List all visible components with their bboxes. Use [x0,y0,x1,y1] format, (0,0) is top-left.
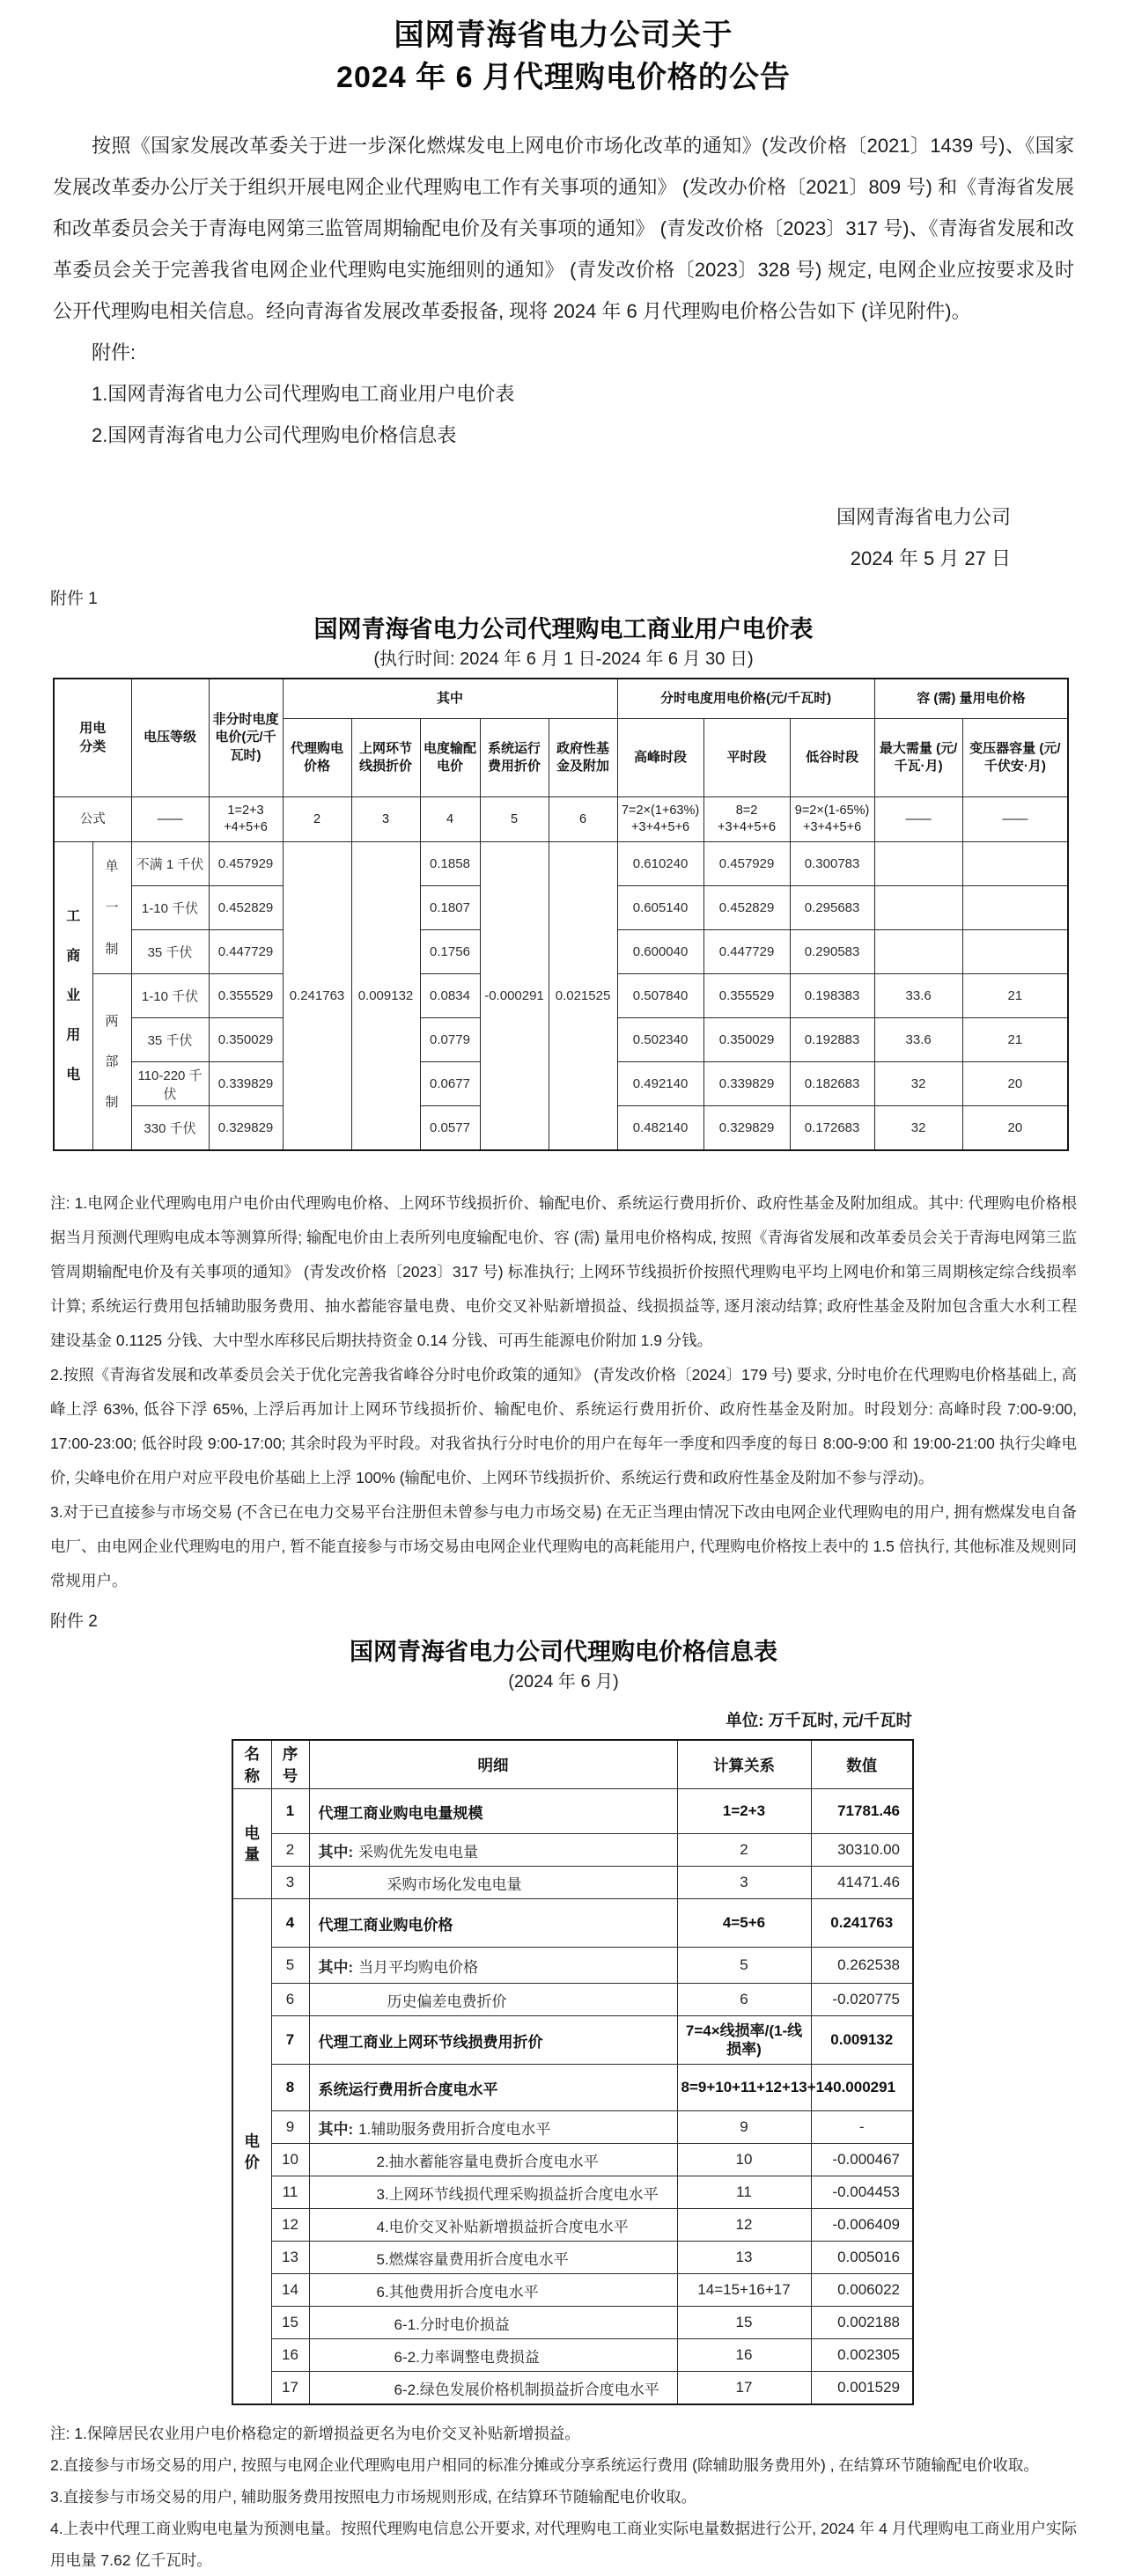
table-row [232,2209,913,2242]
formula-peak: 7=2×(1+63%) +3+4+5+6 [617,797,703,842]
cell-voltage: 1-10 千伏 [131,974,209,1018]
cell-gov-fund: 0.021525 [549,842,617,1151]
cell-no: 10 [271,2144,309,2176]
cell-transformer [962,886,1068,930]
cell-relation: 2 [677,1834,811,1867]
header-among-group: 其中 [283,679,617,719]
cell-peak: 0.605140 [617,886,703,930]
cell-detail: 4.电价交叉补贴新增损益折合度电水平 [309,2209,677,2242]
formula-col6: 6 [549,797,617,842]
cell-detail: 采购市场化发电电量 [309,1867,677,1899]
page-title-line2: 2024 年 6 月代理购电价格的公告 [336,61,791,94]
table-row [232,1867,913,1899]
cell-detail: 6-1.分时电价损益 [309,2307,677,2339]
cell-flat-tou: 0.339829 [703,1062,790,1106]
cell-demand [874,842,962,886]
cell-detail [309,1948,677,1984]
cell-no: 9 [271,2111,309,2144]
cell-relation: 17 [677,2372,811,2405]
cell-line-loss: 0.009132 [351,842,420,1151]
cell-transformer: 21 [962,974,1068,1018]
cell-flat: 0.355529 [209,974,283,1018]
annex2-note-4: 4.上表中代理工商业购电电量为预测电量。按照代理购电信息公开要求, 对代理购电工商业实际电量数据进行公开, 2024 年 4 月代理购电工商业用户实际用电量 7.62 亿千瓦时。 [50,2520,1077,2569]
cell-distribution: 0.1858 [420,842,480,886]
formula-demand: —— [874,797,962,842]
cell-value: -0.020775 [811,1984,913,2016]
cell-agency-price: 0.241763 [283,842,351,1151]
system-one-label: 单 一 制 [105,859,119,957]
header-capacity-group: 容 (需) 量用电价格 [874,679,1068,719]
table-row [232,2016,913,2065]
cell-relation: 1=2+3 [677,1789,811,1834]
table-row [54,842,1068,886]
cell-detail: 2.抽水蓄能容量电费折合度电水平 [309,2144,677,2176]
formula-row [54,797,1068,842]
cell-no: 5 [271,1948,309,1984]
attachment-item-1: 1.国网青海省电力公司代理购电工商业用户电价表 [92,383,515,405]
cell-detail [309,2111,677,2144]
cell-value: 71781.46 [811,1789,913,1834]
cell-value: -0.006409 [811,2209,913,2242]
formula-col5: 5 [480,797,549,842]
cell-flat-tou: 0.350029 [703,1018,790,1062]
cell-peak: 0.482140 [617,1106,703,1151]
formula-col3: 3 [351,797,420,842]
table-row [232,2339,913,2372]
cell-relation: 7=4×线损率/(1-线损率) [677,2016,811,2065]
cell-valley: 0.300783 [790,842,874,886]
header-flat-period: 平时段 [703,719,790,797]
cell-demand: 32 [874,1062,962,1106]
cell-value: 0.006022 [811,2274,913,2307]
formula-col4: 4 [420,797,480,842]
cell-no: 11 [271,2176,309,2209]
cell-relation: 10 [677,2144,811,2176]
header-gov-fund: 政府性基金及附加 [549,719,617,797]
cell-relation: 8=9+10+11+12+13+14 [677,2065,811,2111]
cell-flat: 0.457929 [209,842,283,886]
cell-flat: 0.350029 [209,1018,283,1062]
among-prefix: 其中: [318,2120,354,2138]
system-two-label: 两 部 制 [105,1013,119,1110]
formula-flat-tou: 8=2 +3+4+5+6 [703,797,790,842]
header-relation: 计算关系 [677,1740,811,1789]
cell-flat-tou: 0.447729 [703,930,790,974]
formula-flat: 1=2+3 +4+5+6 [209,797,283,842]
cell-value: -0.000467 [811,2144,913,2176]
signature-block [0,496,1127,579]
cell-demand [874,886,962,930]
detail-text: 1.辅助服务费用折合度电水平 [358,2120,551,2138]
attachments-list [53,332,1074,456]
cell-no: 15 [271,2307,309,2339]
header-detail: 明细 [309,1740,677,1789]
cell-no: 2 [271,1834,309,1867]
system-two-cell [92,974,131,1151]
cell-relation: 15 [677,2307,811,2339]
table-row [232,1789,913,1834]
annex2-notes [50,2418,1077,2576]
cell-no: 12 [271,2209,309,2242]
annex1-notes [50,1186,1077,1598]
annex2-label: 附件 2 [50,1612,98,1631]
table-row [232,2274,913,2307]
cell-relation: 9 [677,2111,811,2144]
cell-detail: 代理工商业购电价格 [309,1899,677,1948]
cell-value: 0.005016 [811,2242,913,2274]
cell-value: 0.001529 [811,2372,913,2405]
cell-detail: 历史偏差电费折价 [309,1984,677,2016]
cell-flat: 0.329829 [209,1106,283,1151]
cell-value: 0.002305 [811,2339,913,2372]
cell-transformer [962,930,1068,974]
cell-distribution: 0.0677 [420,1062,480,1106]
group-energy-cell [232,1789,271,1899]
annex2-note-2: 2.直接参与市场交易的用户, 按照与电网企业代理购电用户相同的标准分摊或分享系统运行费用 (除辅助服务费用外) , 在结算环节随输配电价收取。 [50,2456,1039,2474]
cell-demand [874,930,962,974]
cell-flat: 0.339829 [209,1062,283,1106]
annex1-note-3: 3.对于已直接参与市场交易 (不含已在电力交易平台注册但未曾参与电力市场交易) 在无正当理由情况下改由电网企业代理购电的用户, 拥有燃煤发电自备电厂、由电网企业代理购电的用户, 暂不能直接参与市场交易由电网企业代理购电的高耗能用户, 代理购电价格按上表中的 1.5 倍执行, 其他标准及规则同常规用户。 [50,1503,1077,1589]
cell-demand: 33.6 [874,974,962,1018]
cell-detail: 代理工商业购电电量规模 [309,1789,677,1834]
group-price-label: 电 价 [244,2132,260,2171]
signer-name: 国网青海省电力公司 [836,506,1011,528]
cell-relation: 4=5+6 [677,1899,811,1948]
system-one-cell [92,842,131,974]
cell-voltage: 330 千伏 [131,1106,209,1151]
annex1-note-2: 2.按照《青海省发展和改革委员会关于优化完善我省峰谷分时电价政策的通知》 (青发改价格〔2024〕179 号) 要求, 分时电价在代理购电价格基础上, 高峰上浮 63%, 低谷下浮 65%, 上浮后再加计上网环节线损折价、输配电价、系统运行费用折价、政府性基金及附加。时段划分: 高峰时段 7:00-9:00, 17:00-23:00; 低谷时段 9:00-17:00; 其余时段为平时段。对我省执行分时电价的用户在每年一季度和四季度的每日 8:00-9:00 和 19:00-21:00 执行尖峰电价, 尖峰电价在用户对应平段电价基础上上浮 100% (输配电价、上网环节线损折价、系统运行费和政府性基金及附加不参与浮动)。 [50,1366,1077,1486]
cell-system-run: -0.000291 [480,842,549,1151]
cell-voltage: 不满 1 千伏 [131,842,209,886]
cell-detail [309,1834,677,1867]
cell-voltage: 35 千伏 [131,1018,209,1062]
table-row [232,2372,913,2405]
cell-detail: 6-2.力率调整电费损益 [309,2339,677,2372]
cell-flat-tou: 0.355529 [703,974,790,1018]
cell-peak: 0.600040 [617,930,703,974]
cell-relation: 5 [677,1948,811,1984]
cell-relation: 14=15+16+17 [677,2274,811,2307]
cell-distribution: 0.0577 [420,1106,480,1151]
cell-demand: 32 [874,1106,962,1151]
formula-transformer: —— [962,797,1068,842]
header-distribution-price: 电度输配电价 [420,719,480,797]
detail-text: 采购优先发电电量 [358,1843,479,1860]
cell-flat: 0.452829 [209,886,283,930]
cell-value: 41471.46 [811,1867,913,1899]
cell-peak: 0.492140 [617,1062,703,1106]
cell-voltage: 1-10 千伏 [131,886,209,930]
unit-note: 单位: 万千瓦时, 元/千瓦时 [726,1711,912,1729]
formula-label: 公式 [54,797,131,842]
annex2-table-title: 国网青海省电力公司代理购电价格信息表 [350,1639,777,1665]
page-title-line1: 国网青海省电力公司关于 [394,18,733,52]
cell-no: 16 [271,2339,309,2372]
attachments-label: 附件: [92,341,136,363]
header-system-run: 系统运行费用折价 [480,719,549,797]
annex1-table-title: 国网青海省电力公司代理购电工商业用户电价表 [313,616,814,642]
header-row-groups [54,679,1068,719]
cell-valley: 0.182683 [790,1062,874,1106]
cell-value: 0.009132 [811,2016,913,2065]
cell-flat-tou: 0.457929 [703,842,790,886]
header-row [232,1740,913,1789]
cell-transformer [962,842,1068,886]
cell-detail: 5.燃煤容量费用折合度电水平 [309,2242,677,2274]
cell-transformer: 20 [962,1062,1068,1106]
cell-valley: 0.192883 [790,1018,874,1062]
cell-relation: 12 [677,2209,811,2242]
cell-relation: 6 [677,1984,811,2016]
cell-voltage: 110-220 千伏 [131,1062,209,1106]
cell-no: 17 [271,2372,309,2405]
cell-no: 14 [271,2274,309,2307]
cell-detail: 系统运行费用折合度电水平 [309,2065,677,2111]
cell-valley: 0.198383 [790,974,874,1018]
cell-distribution: 0.1807 [420,886,480,930]
formula-valley: 9=2×(1-65%) +3+4+5+6 [790,797,874,842]
cell-distribution: 0.1756 [420,930,480,974]
price-info-table [232,1739,914,2405]
cell-relation: 11 [677,2176,811,2209]
sign-date: 2024 年 5 月 27 日 [850,547,1011,569]
user-class-cell [54,842,92,1151]
cell-value: - [811,2111,913,2144]
among-prefix: 其中: [318,1843,354,1860]
header-line-loss: 上网环节线损折价 [351,719,420,797]
cell-no: 7 [271,2016,309,2065]
header-tou-group: 分时电度用电价格(元/千瓦时) [617,679,874,719]
annex2-note-1: 注: 1.保障居民农业用户电价格稳定的新增损益更名为电价交叉补贴新增损益。 [50,2425,580,2442]
cell-relation: 13 [677,2242,811,2274]
attachment-item-2: 2.国网青海省电力公司代理购电价格信息表 [92,424,457,446]
cell-distribution: 0.0779 [420,1018,480,1062]
table-row [232,1984,913,2016]
annex2-table-subtitle: (2024 年 6 月) [508,1672,619,1692]
cell-detail: 3.上网环节线损代理采购损益折合度电水平 [309,2176,677,2209]
cell-value: 30310.00 [811,1834,913,1867]
header-value: 数值 [811,1740,913,1789]
cell-flat: 0.447729 [209,930,283,974]
cell-transformer: 20 [962,1106,1068,1151]
cell-no: 6 [271,1984,309,2016]
header-max-demand: 最大需量 (元/千瓦·月) [874,719,962,797]
cell-valley: 0.172683 [790,1106,874,1151]
table-row [232,2242,913,2274]
annex2-note-3: 3.直接参与市场交易的用户, 辅助服务费用按照电力市场规则形成, 在结算环节随输配电价收取。 [50,2488,697,2506]
cell-no: 3 [271,1867,309,1899]
annex1-label: 附件 1 [50,590,98,608]
annex1-note-1: 注: 1.电网企业代理购电用户电价由代理购电价格、上网环节线损折价、输配电价、系统运行费用折价、政府性基金及附加组成。其中: 代理购电价格根据当月预测代理购电成本等测算所得; 输配电价由上表所列电度输配电价、容 (需) 量用电价格构成, 按照《青海省发展和改革委员会关于青海电网第三监管周期输配电价及有关事项的通知》 (青发改价格〔2023〕317 号) 标准执行; 上网环节线损折价按照代理购电平均上网电价和第三周期核定综合线损率计算; 系统运行费用包括辅助服务费用、抽水蓄能容量电费、电价交叉补贴新增损益、线损损益等, 逐月滚动结算; 政府性基金及附加包含重大水利工程建设基金 0.1125 分钱、大中型水库移民后期扶持资金 0.14 分钱、可再生能源电价附加 1.9 分钱。 [50,1194,1077,1349]
cell-no: 4 [271,1899,309,1948]
header-no: 序号 [271,1740,309,1789]
among-prefix: 其中: [318,1958,354,1976]
table-row [232,2307,913,2339]
table-row [232,2176,913,2209]
cell-value: 0.262538 [811,1948,913,1984]
cell-no: 13 [271,2242,309,2274]
header-peak: 高峰时段 [617,719,703,797]
header-voltage: 电压等级 [131,679,209,797]
header-transformer: 变压器容量 (元/千伏安·月) [962,719,1068,797]
table-row [232,1834,913,1867]
cell-no: 1 [271,1789,309,1834]
table-row [232,2065,913,2111]
cell-voltage: 35 千伏 [131,930,209,974]
cell-no: 8 [271,2065,309,2111]
header-valley: 低谷时段 [790,719,874,797]
cell-peak: 0.502340 [617,1018,703,1062]
cell-valley: 0.295683 [790,886,874,930]
cell-relation: 16 [677,2339,811,2372]
table-row [232,2144,913,2176]
cell-peak: 0.610240 [617,842,703,886]
cell-flat-tou: 0.329829 [703,1106,790,1151]
header-user-class: 用电分类 [54,679,131,797]
table-row [232,1948,913,1984]
intro-paragraph: 按照《国家发展改革委关于进一步深化燃煤发电上网电价市场化改革的通知》(发改价格〔2021〕1439 号)、《国家发展改革委办公厅关于组织开展电网企业代理购电工作有关事项的通知》 (发改办价格〔2021〕809 号) 和《青海省发展和改革委员会关于青海电网第三监管周期输配电价及有关事项的通知》 (青发改价格〔2023〕317 号)、《青海省发展和改革委员会关于完善我省电网企业代理购电实施细则的通知》 (青发改价格〔2023〕328 号) 规定, 电网企业应按要求及时公开代理购电相关信息。经向青海省发展改革委报备, 现将 2024 年 6 月代理购电价格公告如下 (详见附件)。 [53,135,1074,322]
cell-value: 0.002188 [811,2307,913,2339]
cell-value: 0.241763 [811,1899,913,1948]
page-title [0,14,1127,99]
cell-relation: 3 [677,1867,811,1899]
header-name: 名称 [232,1740,271,1789]
group-energy-label: 电 量 [244,1824,260,1863]
annex1-table-subtitle: (执行时间: 2024 年 6 月 1 日-2024 年 6 月 30 日) [373,650,754,669]
cell-value: -0.004453 [811,2176,913,2209]
table-row [232,2111,913,2144]
cell-value: -0.000291 [811,2065,913,2111]
cell-transformer: 21 [962,1018,1068,1062]
tariff-table [53,678,1069,1151]
header-agency-price: 代理购电价格 [283,719,351,797]
formula-col2: 2 [283,797,351,842]
cell-detail: 6-2.绿色发展价格机制损益折合度电水平 [309,2372,677,2405]
cell-flat-tou: 0.452829 [703,886,790,930]
cell-detail: 代理工商业上网环节线损费用折价 [309,2016,677,2065]
user-class-label: 工 商 业 用 电 [66,909,81,1083]
group-price-cell [232,1899,271,2405]
header-flat-price: 非分时电度电价(元/千瓦时) [209,679,283,797]
cell-valley: 0.290583 [790,930,874,974]
formula-voltage: —— [131,797,209,842]
table-row [232,1899,913,1948]
cell-demand: 33.6 [874,1018,962,1062]
detail-text: 当月平均购电价格 [358,1958,479,1976]
cell-detail: 6.其他费用折合度电水平 [309,2274,677,2307]
cell-peak: 0.507840 [617,974,703,1018]
cell-distribution: 0.0834 [420,974,480,1018]
